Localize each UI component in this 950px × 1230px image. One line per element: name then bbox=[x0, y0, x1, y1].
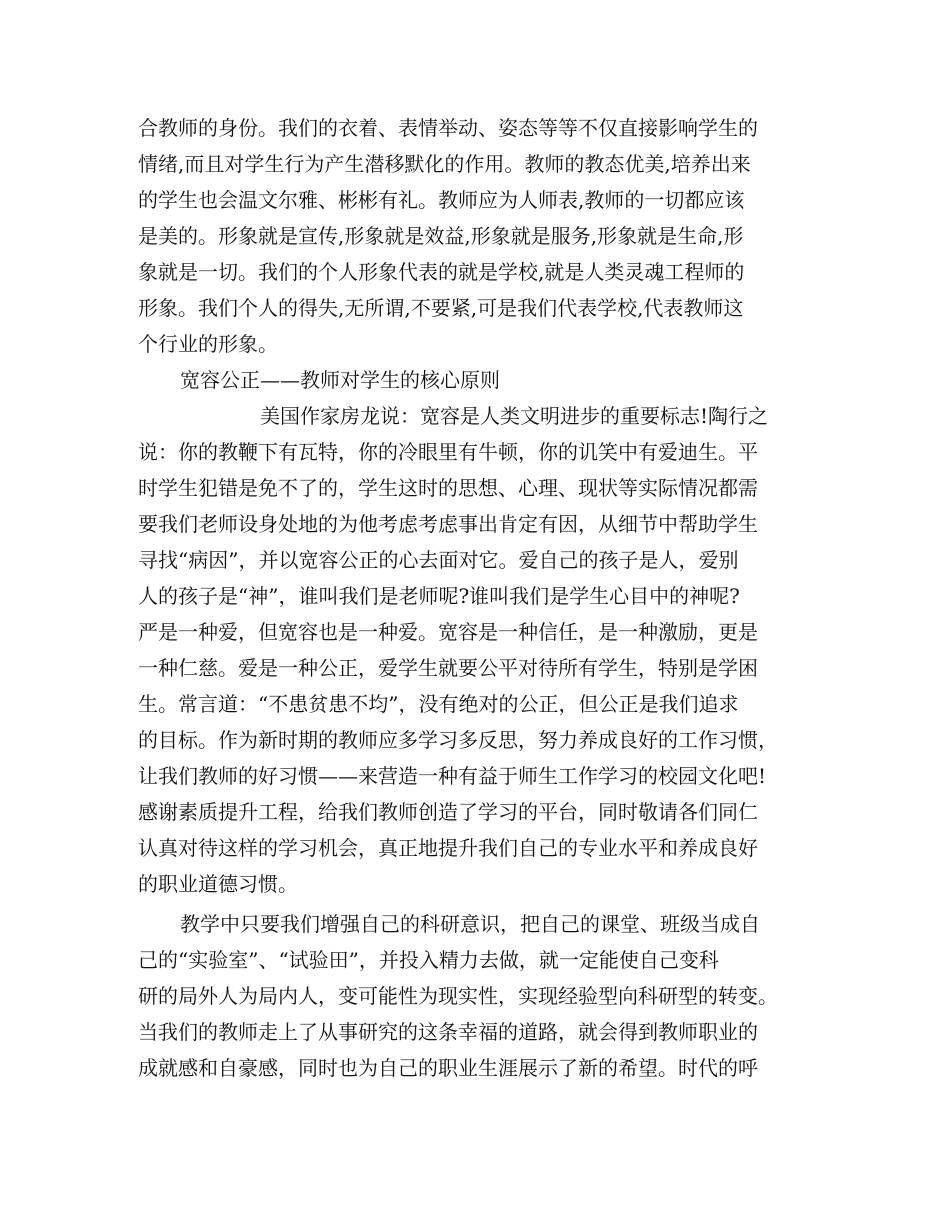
paragraph-line: 要我们老师设身处地的为他考虑考虑事出肯定有因，从细节中帮助学生 bbox=[138, 512, 758, 536]
paragraph-line: 一种仁慈。爱是一种公正，爱学生就要公平对待所有学生，特别是学困 bbox=[138, 656, 758, 680]
paragraph-line: 己的“实验室”、“试验田”，并投入精力去做，就一定能使自己变科 bbox=[138, 948, 719, 972]
paragraph-line: 让我们教师的好习惯——来营造一种有益于师生工作学习的校园文化吧! bbox=[138, 764, 767, 788]
paragraph-line: 个行业的形象。 bbox=[138, 332, 278, 356]
paragraph-line: 教学中只要我们增强自己的科研意识，把自己的课堂、班级当成自 bbox=[180, 912, 760, 936]
paragraph-line: 情绪,而且对学生行为产生潜移默化的作用。教师的教态优美,培养出来 bbox=[138, 152, 751, 176]
section-heading: 宽容公正——教师对学生的核心原则 bbox=[180, 368, 500, 392]
paragraph-line: 说：你的教鞭下有瓦特，你的冷眼里有牛顿，你的讥笑中有爱迪生。平 bbox=[138, 440, 758, 464]
paragraph-line: 寻找“病因”，并以宽容公正的心去面对它。爱自己的孩子是人，爱别 bbox=[138, 548, 739, 572]
paragraph-line: 合教师的身份。我们的衣着、表情举动、姿态等等不仅直接影响学生的 bbox=[138, 116, 758, 140]
paragraph-line: 研的局外人为局内人，变可能性为现实性，实现经验型向科研型的转变。 bbox=[138, 984, 778, 1008]
paragraph-line: 的目标。作为新时期的教师应多学习多反思，努力养成良好的工作习惯， bbox=[138, 728, 778, 752]
paragraph-line: 的职业道德习惯。 bbox=[138, 872, 298, 896]
paragraph-line: 人的孩子是“神”，谁叫我们是老师呢?谁叫我们是学生心目中的神呢? bbox=[138, 584, 740, 608]
paragraph-line: 生。常言道：“不患贫患不均”，没有绝对的公正，但公正是我们追求 bbox=[138, 692, 739, 716]
paragraph-line: 当我们的教师走上了从事研究的这条幸福的道路，就会得到教师职业的 bbox=[138, 1020, 758, 1044]
paragraph-line: 时学生犯错是免不了的，学生这时的思想、心理、现状等实际情况都需 bbox=[138, 476, 758, 500]
paragraph-line: 是美的。形象就是宣传,形象就是效益,形象就是服务,形象就是生命,形 bbox=[138, 224, 744, 248]
paragraph-line: 严是一种爱，但宽容也是一种爱。宽容是一种信任，是一种激励，更是 bbox=[138, 620, 758, 644]
paragraph-line: 的学生也会温文尔雅、彬彬有礼。教师应为人师表,教师的一切都应该 bbox=[138, 188, 745, 212]
paragraph-line: 感谢素质提升工程，给我们教师创造了学习的平台，同时敬请各们同仁 bbox=[138, 800, 758, 824]
paragraph-line: 象就是一切。我们的个人形象代表的就是学校,就是人类灵魂工程师的 bbox=[138, 260, 745, 284]
paragraph-line: 成就感和自豪感，同时也为自己的职业生涯展示了新的希望。时代的呼 bbox=[138, 1056, 758, 1080]
paragraph-line: 形象。我们个人的得失,无所谓,不要紧,可是我们代表学校,代表教师这 bbox=[138, 296, 744, 320]
paragraph-line: 认真对待这样的学习机会，真正地提升我们自己的专业水平和养成良好 bbox=[138, 836, 758, 860]
paragraph-line: 美国作家房龙说：宽容是人类文明进步的重要标志!陶行之 bbox=[260, 404, 769, 428]
